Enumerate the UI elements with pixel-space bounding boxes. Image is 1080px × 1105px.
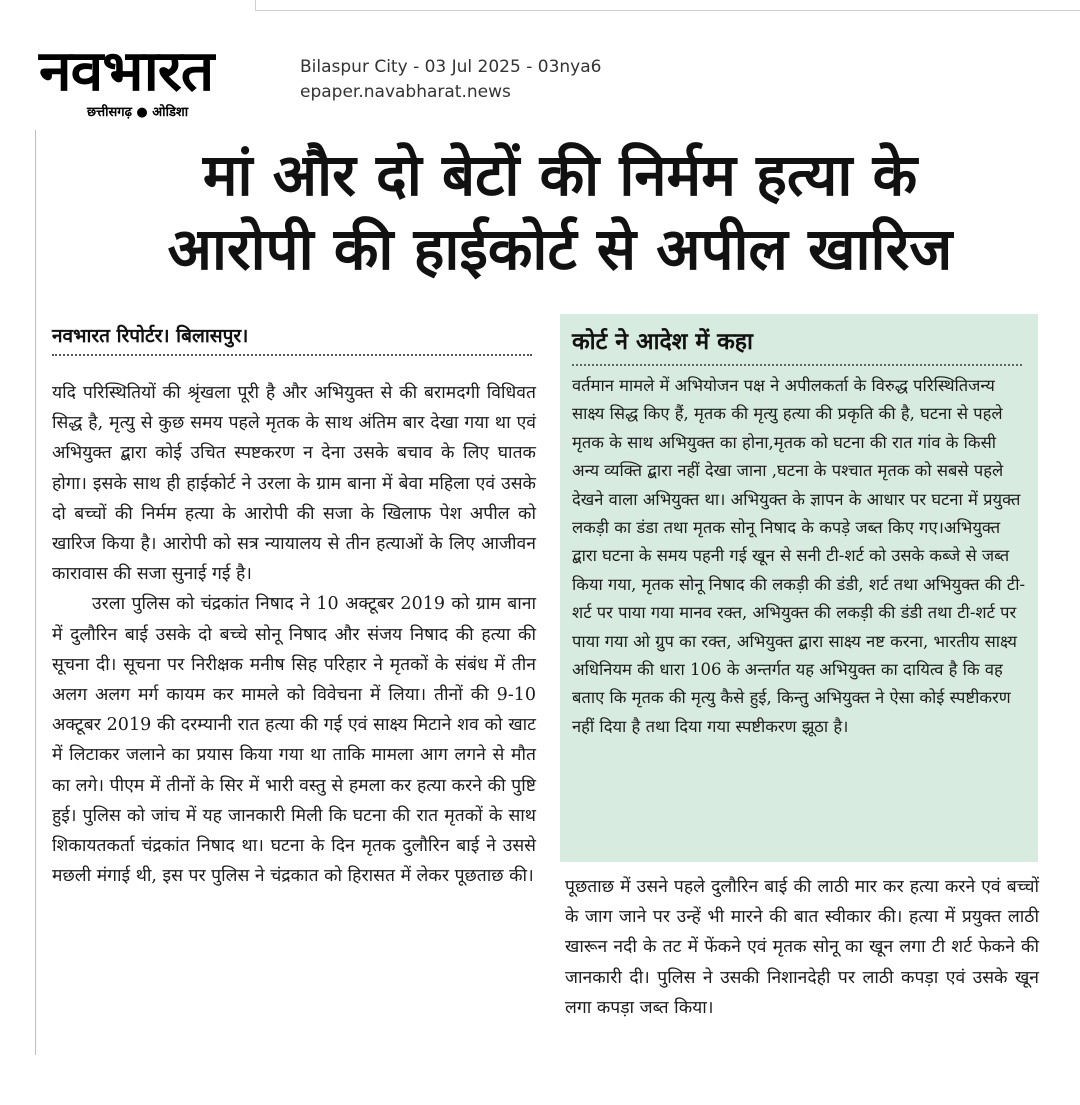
logo-wordmark: नवभारत xyxy=(39,39,214,104)
left-column xyxy=(52,378,536,891)
article-paragraph-1: यदि परिस्थितियों की श्रृंखला पूरी है और अभियुक्त से की बरामदगी विधिवत सिद्ध है, मृत्यु से कुछ समय पहले मृतक के साथ अंतिम बार देखा गया था एवं अभियुक्त द्बारा कोई उचित स्पष्टकरण न देना उसके बचाव के लिए घातक होगा। इसके साथ ही हाईकोर्ट ने उरला के ग्राम बाना में बेवा महिला एवं उसके दो बच्चों की निर्मम हत्या के आरोपी की सजा के खिलाफ पेश अपील को खारिज किया है। आरोपी को सत्र न्यायालय से तीन हत्याओं के लिए आजीवन कारावास की सजा सुनाई गई है। xyxy=(52,383,536,585)
article-headline xyxy=(40,138,1080,286)
box-divider xyxy=(572,364,1022,366)
box-body: वर्तमान मामले में अभियोजन पक्ष ने अपीलकर्ता के विरुद्ध परिस्थितिजन्य साक्ष्य सिद्ध किए हैं, मृतक की मृत्यु हत्या की प्रकृति की है, घटना से पहले मृतक के साथ अभियुक्त का होना,मृतक को घटना की रात गांव के किसी अन्य व्यक्ति द्बारा नहीं देखा जाना ,घटना के पश्चात मृतक को सबसे पहले देखने वाला अभियुक्त था। अभियुक्त के ज्ञापन के आधार पर घटना में प्रयुक्त लकड़ी का डंडा तथा मृतक सोनू निषाद के कपड़े जब्त किए गए।अभियुक्त द्बारा घटना के समय पहनी गई खून से सनी टी-शर्ट को उसके कब्जे से जब्त किया गया, मृतक सोनू निषाद की लकड़ी की डंडी, शर्ट तथा अभियुक्त की टी-शर्ट पर पाया गया मानव रक्त, अभियुक्त की लकड़ी की डंडी तथा टी-शर्ट पर पाया गया ओ ग्रुप का रक्त, अभियुक्त द्बारा साक्ष्य नष्ट करना, भारतीय साक्ष्य अधिनियम की धारा 106 के अन्तर्गत यह अभियुक्त का दायित्व है कि वह बताए कि मृतक की मृत्यु कैसे हुई, किन्तु अभियुक्त ने ऐसा कोई स्पष्टीकरण नहीं दिया है तथा दिया गया स्पष्टीकरण झूठा है। xyxy=(572,376,1026,736)
article-paragraph-2: उरला पुलिस को चंद्रकांत निषाद ने 10 अक्टूबर 2019 को ग्राम बाना में दुलौरिन बाई उसके दो बच्चे सोनू निषाद और संजय निषाद की हत्या की सूचना दी। सूचना पर निरीक्षक मनीष सिह परिहार ने मृतकों के संबंध में तीन अलग अलग मर्ग कायम कर मामले को विवेचना में लिया। तीनों की 9-10 अक्टूबर 2019 की दरम्यानी रात हत्या की गई एवं साक्ष्य मिटाने शव को खाट में लिटाकर जलाने का प्रयास किया गया था ताकि मामला आग लगने से मौत का लगे। पीएम में तीनों के सिर में भारी वस्तु से हमला कर हत्या करने की पुष्टि हुई। पुलिस को जांच में यह जानकारी मिली कि घटना की रात मृतकों के साथ शिकायतकर्ता चंद्रकांत निषाद था। घटना के दिन मृतक दुलौरिन बाई ने उससे मछली मंगाई थी, इस पर पुलिस ने चंद्रकात को हिरासत में लेकर पूछताछ की। xyxy=(52,594,536,887)
article-paragraph-3: पूछताछ में उसने पहले दुलौरिन बाई की लाठी मार कर हत्या करने एवं बच्चों के जाग जाने पर उन्हें भी मारने की बात स्वीकार की। हत्या में प्रयुक्त लाठी खारून नदी के तट में फेंकने एवं मृतक सोनू का खून लगा टी शर्ट फेकने की जानकारी दी। पुलिस ने उसकी निशानदेही पर लाठी कपड़ा एवं उसके खून लगा कपड़ा जब्त किया। xyxy=(565,877,1039,1018)
headline-line-1: मां और दो बेटों की निर्मम हत्या के xyxy=(202,141,918,209)
logo-regions: छत्तीसगढ़ ● ओडिशा xyxy=(87,105,189,120)
newspaper-logo xyxy=(35,39,283,120)
box-title: कोर्ट ने आदेश में कहा xyxy=(572,329,753,355)
court-order-box xyxy=(560,314,1038,862)
epaper-site: epaper.navabharat.news xyxy=(300,82,511,102)
edition-info: Bilaspur City - 03 Jul 2025 - 03nya6 xyxy=(300,57,602,77)
byline-divider xyxy=(52,354,532,356)
byline: नवभारत रिपोर्टर। बिलासपुर। xyxy=(52,325,249,347)
left-column-rule xyxy=(35,130,36,1055)
headline-line-2: आरोपी की हाईकोर्ट से अपील खारिज xyxy=(167,215,953,283)
top-frame-edge xyxy=(255,0,1080,11)
